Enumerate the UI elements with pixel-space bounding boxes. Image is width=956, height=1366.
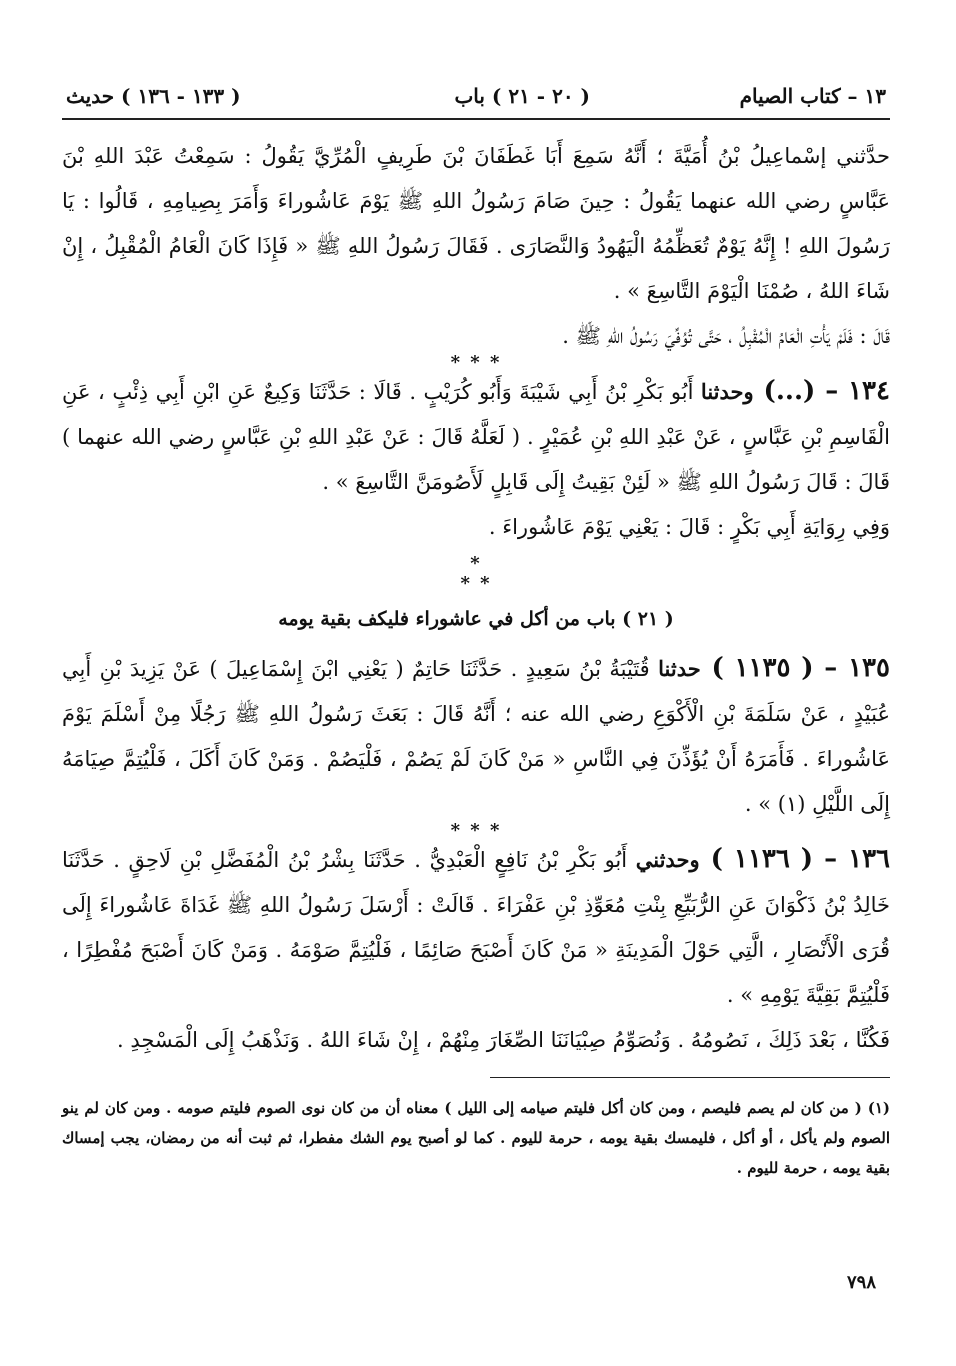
paragraph-hadith-133-ending: قَالَ : فَلَمْ يَأْتِ الْعَامُ الْمُقْبِلُ ، حَتَّى تُوُفِّيَ رَسُولُ اللهِ ﷺ . xyxy=(562,324,890,348)
page-header xyxy=(62,78,890,120)
hadith-text: قُتَيْبَةُ بْنُ سَعِيدٍ . حَدَّثَنَا حَاتِمٌ ( يَعْنِي ابْنَ إِسْمَاعِيلَ ) عَنْ يَزِيدَ بْنِ أَبِي عُبَيْدٍ ، عَنْ سَلَمَةَ بْنِ الْأَكْوَعِ رضي الله عنه ؛ أَنَّهُ قَالَ : بَعَثَ رَسُولُ اللهِ ﷺ رَجُلًا مِنْ أَسْلَمَ يَوْمَ عَاشُوراءَ . فَأَمَرَهُ أَنْ يُؤَذِّنَ فِي النَّاسِ « مَنْ كَانَ لَمْ يَصُمْ ، فَلْيَصُمْ . وَمَنْ كَانَ أَكَلَ ، فَلْيُتِمَّ صِيَامَهُ إِلَى اللَّيْلِ (١) » . xyxy=(62,657,890,816)
header-hadith-range: ( ١٣٣ - ١٣٦ ) حديث xyxy=(66,84,241,108)
separator-stars: * * * xyxy=(450,820,502,841)
paragraph-hadith-135 xyxy=(62,646,890,827)
separator-stars: * * * xyxy=(460,553,492,594)
hadith-number: ١٣٦ – ( ١١٣٦ ) xyxy=(699,844,891,874)
hadith-number: ١٣٥ – ( ١١٣٥ ) xyxy=(700,653,890,683)
page-number: ٧٩٨ xyxy=(846,1272,876,1293)
book-page xyxy=(62,78,890,1198)
paragraph-hadith-136 xyxy=(62,837,890,1018)
hadith-number: ١٣٤ – (...) xyxy=(753,376,890,406)
page-body xyxy=(62,134,890,1183)
separator-stars: * * * xyxy=(450,352,502,373)
footnote-divider xyxy=(490,1077,890,1078)
chapter-heading: ( ٢١ ) باب من أكل في عاشوراء فليكف بقية يومه xyxy=(278,608,674,630)
hadith-text: أَبُو بَكْرِ بْنُ أَبِي شَيْبَةَ وَأَبُو كُرَيْبٍ . قَالَا : حَدَّثَنَا وَكِيعٌ عَنِ ابْنِ أَبِي ذِئْبٍ ، عَنِ الْقَاسِمِ بْنِ عَبَّاسٍ ، عَنْ عَبْدِ اللهِ بْنِ عُمَيْرٍ . ( لَعَلَّهُ قَالَ : عَنْ عَبْدِ اللهِ بْنِ عَبَّاسٍ رضي الله عنهما ) قَالَ : قَالَ رَسُولُ اللهِ ﷺ « لَئِنْ بَقِيتُ إِلَى قَابِلٍ لَأَصُومَنَّ التَّاسِعَ » . xyxy=(62,380,891,494)
narration-intro: وحدثنا xyxy=(700,379,754,404)
paragraph-riwaya-note: وَفِي رِوَايَةِ أَبِي بَكْرٍ : قَالَ : يَعْنِي يَوْمَ عَاشُوراءَ . xyxy=(488,515,890,539)
paragraph-hadith-133-text: حدَّثني إسْماعِيلُ بْنُ أُمَيَّةَ ؛ أَنَّهُ سَمِعَ أَبَا غَطَفَانَ بْنَ طَرِيفٍ الْمُرِّيَّ يَقُولُ : سَمِعْتُ عَبْدَ اللهِ بْنَ عَبَّاسٍ رضي الله عنهما يَقُولُ : حِينَ صَامَ رَسُولُ اللهِ ﷺ يَوْمَ عَاشُوراءَ وَأَمَرَ بِصِيامِهِ ، قَالُوا : يَا رَسُولَ اللهِ ! إِنَّهُ يَوْمٌ تُعَظِّمُهُ الْيَهُودُ وَالنَّصَارَى . فَقَالَ رَسُولُ اللهِ ﷺ « فَإِذَا كَانَ الْعَامُ الْمُقْبِلُ ، إِنْ شَاءَ اللهُ ، صُمْنَا الْيَوْمَ التَّاسِعَ » . xyxy=(62,144,890,303)
header-chapter-range: ( ٢٠ - ٢١ ) باب xyxy=(454,84,590,108)
paragraph-hadith-136-ending: فَكُنَّا ، بَعْدَ ذَلِكَ ، نَصُومُهُ . وَنُصَوِّمُ صِبْيَانَنَا الصِّغَارَ مِنْهُمْ ، إِنْ شَاءَ اللهُ . وَنَذْهَبُ إِلَى الْمَسْجِدِ . xyxy=(116,1028,890,1052)
header-book-title: ١٣ – كتاب الصيام xyxy=(739,84,886,108)
footnote: (١) ( من كان لم يصم فليصم ، ومن كان أكل فليتم صيامه إلى الليل ) معناه أن من كان نوى الصوم فليتم صومه . ومن كان لم ينو الصوم ولم يأكل ، أو أكل ، فليمسك بقية يومه ، حرمة لليوم . كما لو أصبح يوم الشك مفطرا، ثم ثبت أنه من رمضان، يجب إمساك بقية يومه ، حرمة لليوم . xyxy=(62,1099,890,1177)
hadith-text: أَبُو بَكْرِ بْنُ نَافِعٍ الْعَبْدِيُّ . حَدَّثَنَا بِشْرُ بْنُ الْمُفَضَّلِ بْنِ لَاحِقٍ . حَدَّثَنَا خَالِدُ بْنُ ذَكْوَانَ عَنِ الرُّبَيِّعِ بِنْتِ مُعَوِّذِ بْنِ عَفْرَاءَ . قَالَتْ : أَرْسَلَ رَسُولُ اللهِ ﷺ غَدَاةَ عَاشُوراءَ إِلَى قُرَى الْأَنْصَارِ ، الَّتِي حَوْلَ الْمَدِينَةِ « مَنْ كَانَ أَصْبَحَ صَائِمًا ، فَلْيُتِمَّ صَوْمَهُ . وَمَنْ كَانَ أَصْبَحَ مُفْطِرًا ، فَلْيُتِمَّ بَقِيَّةَ يَوْمِهِ » . xyxy=(62,848,890,1007)
narration-intro: وحدثني xyxy=(635,847,700,872)
narration-intro: حدثنا xyxy=(658,656,701,681)
paragraph-hadith-134 xyxy=(62,369,890,505)
